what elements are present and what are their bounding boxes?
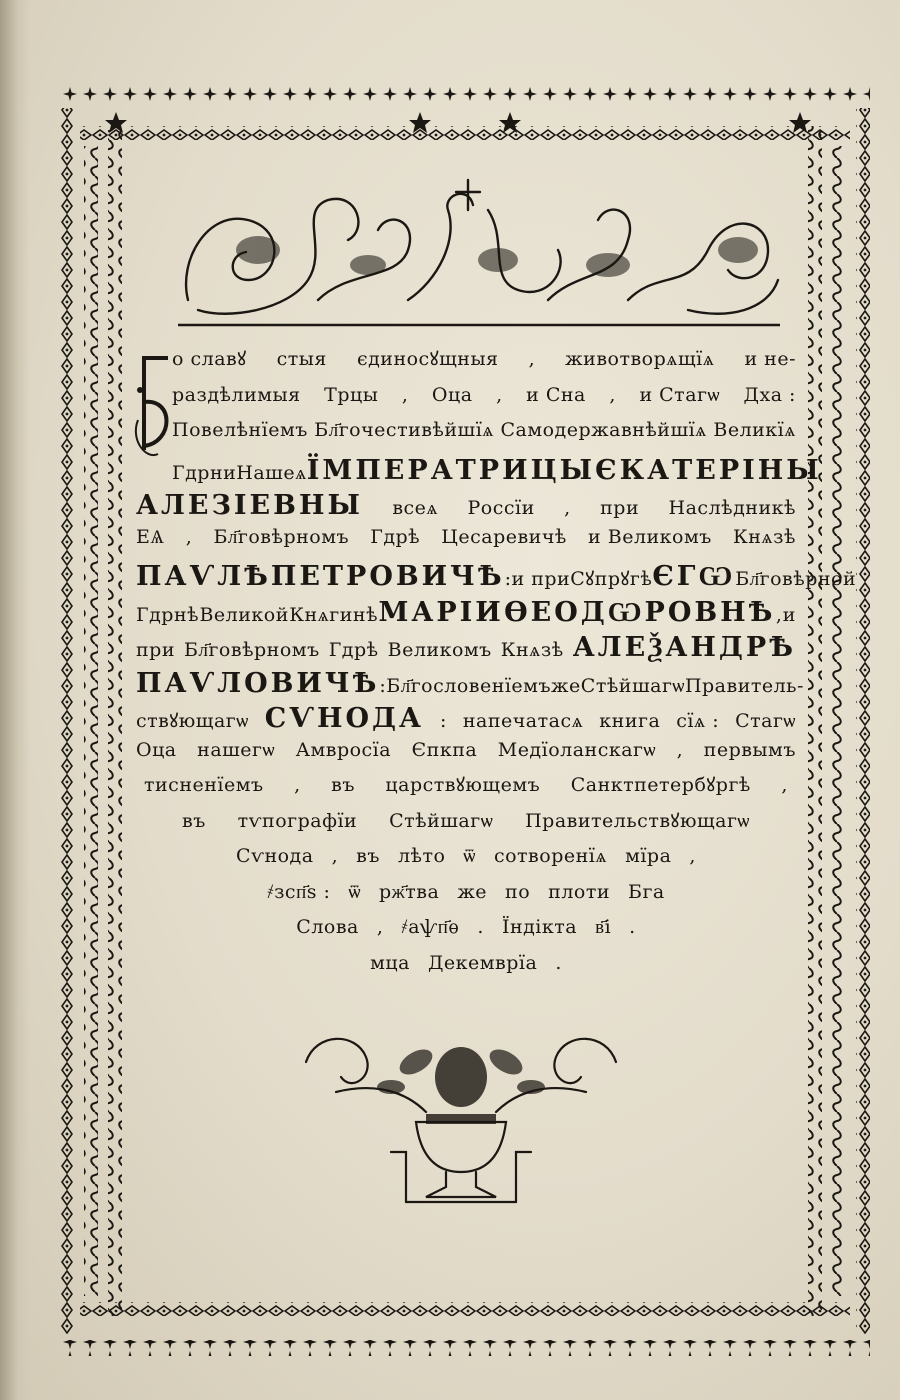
text-word: ,: [376, 916, 384, 938]
text-word: Стагѡ: [735, 710, 796, 732]
text-word: Декемврїа: [427, 951, 538, 974]
text-word: АЛЕЗІЕВНЫ: [136, 490, 363, 521]
text-word: Великомъ: [387, 639, 492, 661]
text-word: Стѣйшагѡ: [389, 809, 494, 832]
text-word: царствꙋющемъ: [385, 774, 541, 796]
text-word: Санктпетербꙋргѣ: [570, 774, 751, 796]
text-word: Бл҃гочестивѣйшїѧ: [314, 419, 495, 441]
text-word: ,: [781, 774, 788, 796]
text-line: [136, 454, 822, 493]
text-word: животворѧщїѧ: [565, 348, 715, 370]
text-word: Самодержавнѣйшїѧ: [500, 419, 707, 441]
text-line: [136, 667, 804, 706]
text-word: и: [782, 603, 796, 626]
text-word: нашегѡ: [197, 738, 276, 761]
text-word: и Сна: [526, 383, 586, 406]
text-line: [136, 383, 796, 422]
text-word: и Великомъ: [588, 525, 712, 548]
text-word: Россїи: [467, 497, 535, 519]
text-line: [136, 350, 796, 386]
text-word: Бл҃гословенїемъ: [386, 674, 552, 697]
text-word: Правитель-: [684, 674, 804, 697]
text-line: [136, 918, 796, 954]
text-word: :: [504, 568, 512, 590]
text-word: ,: [609, 383, 616, 406]
text-line: [136, 561, 857, 599]
text-line: [136, 880, 796, 919]
text-word: ,: [401, 383, 409, 406]
text-word: Гдрѣ: [328, 639, 379, 661]
text-word: сїѧ :: [676, 710, 720, 732]
text-word: ЄГѠ: [652, 561, 736, 592]
text-word: рж҃тва: [378, 880, 440, 903]
text-word: Гдрнѣ: [136, 603, 200, 626]
text-word: Бл҃говѣрномъ: [184, 639, 320, 661]
text-word: въ: [182, 809, 206, 832]
text-word: въ: [331, 774, 355, 796]
text-word: СѴНОДА: [264, 703, 424, 734]
text-word: єдиносꙋщныя: [356, 348, 499, 370]
text-word: плоти: [548, 880, 611, 903]
text-word: мца: [370, 951, 410, 974]
text-word: МАРІИ: [378, 596, 504, 628]
headpiece-ornament: [168, 170, 788, 330]
text-word: и Стагѡ: [639, 383, 721, 406]
text-word: ,: [676, 738, 684, 761]
text-word: ЇМПЕРАТРИЦЫ: [306, 454, 596, 486]
text-word: Єпкпа: [411, 738, 478, 761]
text-word: ПАѴЛОВИЧѢ: [136, 667, 380, 699]
text-word: ,: [331, 845, 339, 867]
text-line: [136, 421, 796, 457]
text-word: Бга: [628, 880, 665, 903]
text-word: напечатасѧ: [462, 710, 584, 732]
text-word: Слова: [296, 916, 359, 938]
text-word: Бл҃говѣрномъ: [213, 525, 350, 548]
text-word: лѣто: [397, 845, 446, 867]
text-word: Нашеѧ: [236, 461, 307, 484]
text-word: ,: [294, 774, 301, 796]
text-word: раздѣлимыя: [172, 383, 301, 406]
text-word: ЕѦ: [136, 525, 165, 548]
text-word: в҃і: [595, 916, 612, 938]
text-line: [136, 847, 796, 883]
text-word: ҂аѱп҃ѳ: [401, 916, 460, 938]
text-word: всеѧ: [392, 497, 439, 519]
text-word: Наслѣдникѣ: [668, 497, 796, 519]
text-word: :: [379, 674, 387, 697]
text-word: Правительствꙋющагѡ: [525, 809, 750, 832]
text-word: Кнѧзѣ: [500, 639, 564, 661]
text-line: [136, 738, 796, 777]
text-word: и при: [511, 568, 571, 590]
text-word: по: [505, 880, 531, 903]
text-word: стыя: [276, 348, 327, 370]
text-word: Гдрѣ: [370, 525, 421, 548]
text-word: .: [477, 916, 484, 938]
text-word: при: [600, 497, 640, 519]
text-word: Повелѣнїемъ: [172, 419, 308, 441]
text-word: Цесаревичѣ: [441, 525, 567, 548]
text-word: Медїоланскагѡ: [497, 738, 657, 761]
text-word: книга: [599, 710, 661, 732]
text-word: Великїѧ: [713, 419, 796, 441]
text-word: мїра: [625, 845, 672, 867]
imprint-text: [136, 348, 857, 989]
text-word: сотворенїѧ: [493, 845, 608, 867]
text-word: ЄКАТЕРІНЫ: [595, 454, 822, 486]
text-word: Сꙋпрꙋгѣ: [570, 568, 653, 590]
text-word: тѵпографїи: [237, 809, 358, 832]
text-line: [136, 951, 796, 990]
text-word: первымъ: [703, 738, 796, 761]
text-word: Оца: [136, 738, 177, 761]
text-word: при: [136, 639, 175, 661]
text-word: въ: [356, 845, 380, 867]
text-word: Трцы: [324, 383, 379, 406]
text-word: ,: [185, 525, 193, 548]
text-word: Сѵнода: [236, 845, 314, 867]
tailpiece-vase-ornament: [296, 1022, 626, 1212]
text-line: [136, 596, 796, 635]
text-word: Кнѧгинѣ: [289, 603, 379, 626]
text-word: Кнѧзѣ: [733, 525, 796, 548]
text-word: ПАѴЛѢ: [136, 561, 271, 592]
text-word: же: [551, 674, 581, 697]
text-word: .: [555, 951, 562, 974]
text-word: и не-: [744, 348, 796, 370]
text-word: Амвросїа: [295, 738, 392, 761]
text-word: :: [439, 710, 447, 732]
text-line: [136, 525, 796, 564]
text-word: о славꙋ: [172, 348, 247, 370]
text-line: [136, 809, 796, 848]
text-word: тисненїемъ: [144, 774, 264, 796]
text-word: ,: [496, 383, 503, 406]
text-word: Великой: [199, 603, 289, 626]
text-word: ѲЕОДѠРОВНѢ: [504, 596, 776, 628]
text-line: [136, 776, 796, 812]
text-word: Стѣйшагѡ: [580, 674, 685, 697]
text-word: Бл҃говѣрной: [735, 568, 857, 590]
text-line: [136, 492, 796, 528]
text-word: ствꙋющагѡ: [136, 710, 249, 732]
text-word: ,: [689, 845, 696, 867]
text-line: [136, 705, 796, 741]
text-word: ПЕТРОВИЧѢ: [270, 561, 505, 592]
text-word: ,: [564, 497, 571, 519]
text-word: ѿ: [463, 845, 476, 867]
page-gutter: [0, 0, 30, 1400]
text-word: ,: [528, 348, 536, 370]
text-word: .: [629, 916, 636, 938]
text-word: Оца: [431, 383, 473, 406]
text-word: ҂зсп҃s :: [267, 880, 331, 903]
text-word: Гдрни: [172, 461, 237, 484]
text-word: ,: [775, 603, 783, 626]
text-word: Їндікта: [501, 916, 578, 938]
text-word: Дха :: [743, 383, 796, 406]
text-word: же: [457, 880, 488, 903]
text-word: АЛЕѮАНДРѢ: [572, 632, 796, 663]
text-line: [136, 634, 796, 670]
text-word: ѿ: [348, 880, 361, 903]
